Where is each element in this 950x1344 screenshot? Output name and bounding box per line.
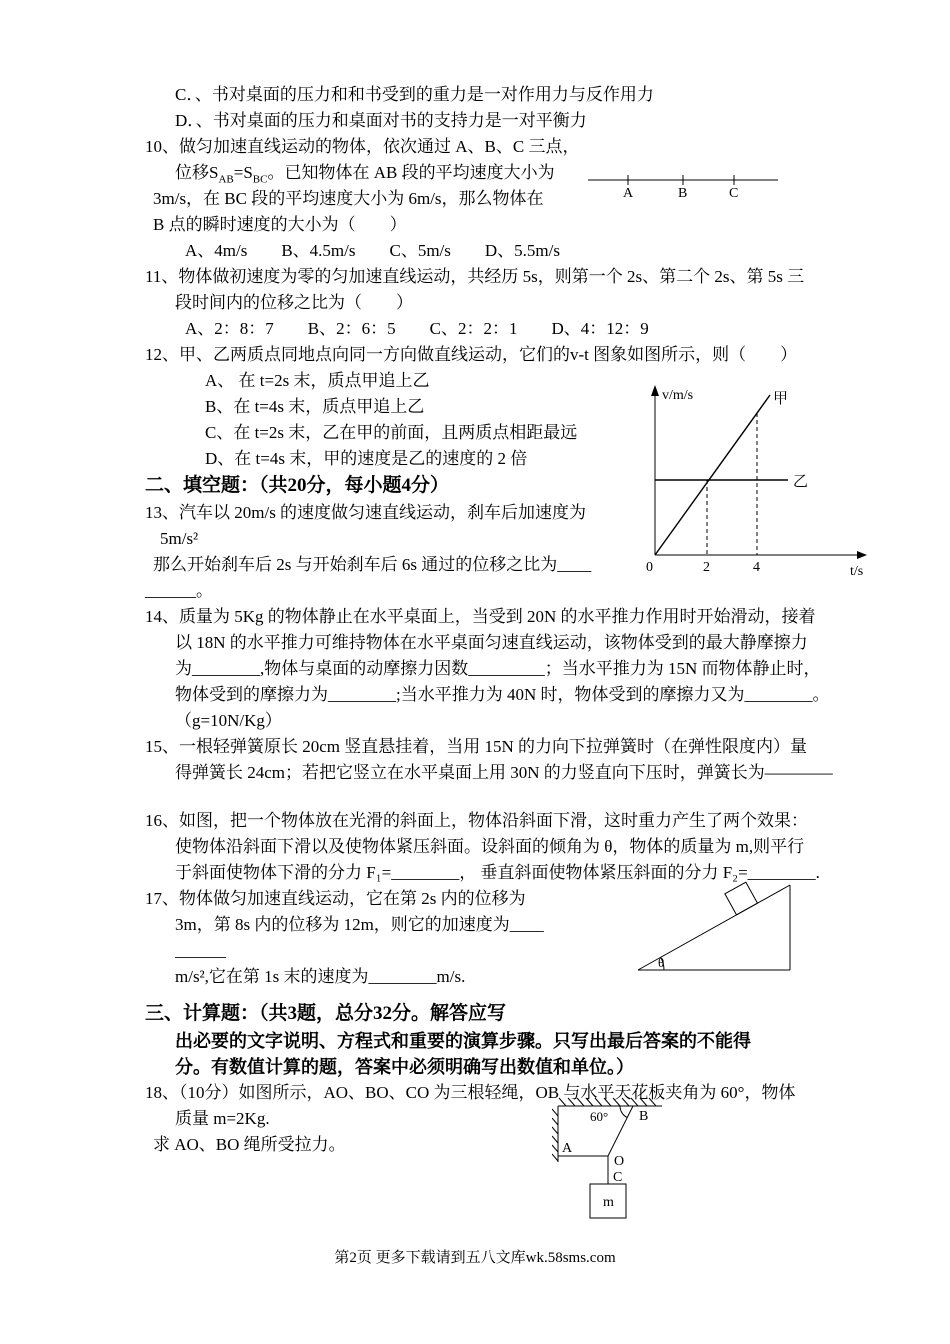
section3-line3: 分。有数值计算的题，答案中必须明确写出数值和单位。） [175,1057,634,1077]
q10-line3: 3m/s，在 BC 段的平均速度大小为 6m/s，那么物体在 [153,189,544,208]
exam-content [0,82,950,1158]
q11-line2: 段时间内的位移之比为（ ） [175,293,413,312]
q9-option-d: D．、书对桌面的压力和桌面对书的支持力是一对平衡力 [175,111,587,130]
point-a-label: A [623,186,634,199]
graph-line-jia-label: 甲 [773,391,789,407]
q10-options: A、4m/s B、4.5m/s C、5m/s D、5.5m/s [185,241,560,260]
point-a-label: A [562,1141,573,1156]
point-c-label: C [729,186,739,199]
spacer [0,786,950,808]
q15-line2: 得弹簧长 24cm；若把它竖立在水平桌面上用 30N 的力竖直向下压时，弹簧长为———— [175,763,833,782]
q12-line1: 12、甲、乙两质点同地点向同一方向做直线运动，它们的v-t 图象如图所示，则（ ） [145,345,798,364]
q11-line1: 11、物体做初速度为零的匀加速直线运动，共经历 5s，则第一个 2s、第二个 2s、第 5s 三 [145,267,805,286]
section3-line2: 出必要的文字说明、方程式和重要的演算步骤。只写出最后答案的不能得 [175,1031,751,1051]
q13-line4: ______。 [145,581,213,600]
q12-option-d: D、在 t=4s 末，甲的速度是乙的速度的 2 倍 [205,449,528,468]
q11-options: A、2：8：7 B、2：6：5 C、2：2：1 D、4：12：9 [185,319,649,338]
point-c-label: C [613,1170,623,1185]
point-b-label: B [678,186,688,199]
block-on-incline [725,882,758,915]
subscript-ab: AB [218,173,234,186]
q18-line1: 18、（10分）如图所示，AO、BO、CO 为三根轻绳，OB 与水平天花板夹角为 60°，物体 [145,1083,796,1102]
q14-line2: 以 18N 的水平推力可维持物体在水平桌面匀速直线运动，该物体受到的最大静摩擦力 [175,633,808,652]
q13-line2: 5m/s² [160,529,199,548]
q9-option-c: C．、书对桌面的压力和和书受到的重力是一对作用力与反作用力 [175,85,654,104]
q17-incline-diagram [628,876,798,981]
q12-option-a: A、 在 t=2s 末，质点甲追上乙 [205,371,430,390]
q12-vt-graph [645,383,880,583]
q12-option-c: C、在 t=2s 末，乙在甲的前面，且两质点相距最远 [205,423,578,442]
q10-points-line-diagram [583,163,783,199]
graph-origin-label: 0 [646,560,653,575]
q14-line5: （g=10N/Kg） [175,711,282,730]
q16-line3: 于斜面使物体下滑的分力 F₁=________， 垂直斜面使物体紧压斜面的分力 F₂=________. [175,863,820,882]
q10-line2 [175,160,950,186]
spacer [0,990,950,1000]
q15-line1: 15、一根轻弹簧原长 20cm 竖直悬挂着，当用 15N 的力向下拉弹簧时（在弹性限度内）量 [145,737,808,756]
q17-line4: m/s²,它在第 1s 末的速度为________m/s. [175,967,466,986]
q18-ropes-diagram [552,1090,677,1240]
q17-line2: 3m，第 8s 内的位移为 12m，则它的加速度为____ [175,915,544,934]
q16-line1: 16、如图，把一个物体放在光滑的斜面上，物体沿斜面下滑，这时重力产生了两个效果： [145,811,808,830]
q13-line3: 那么开始刹车后 2s 与开始刹车后 6s 通过的位移之比为____ [153,555,592,574]
q12-option-b: B、在 t=4s 末，质点甲追上乙 [205,397,425,416]
q13-line1: 13、汽车以 20m/s 的速度做匀速直线运动，刹车后加速度为 [145,503,587,522]
point-o-label: O [614,1154,625,1169]
q10-line1: 10、做匀加速直线运动的物体，依次通过 A、B、C 三点， [145,137,580,156]
mass-label: m [603,1195,614,1210]
text-fragment: 。已知物体在 AB 段的平均速度大小为 [267,163,555,182]
graph-y-axis-label: v/m/s [662,388,694,403]
q14-line1: 14、质量为 5Kg 的物体静止在水平桌面上，当受到 20N 的水平推力作用时开始滑动，接着 [145,607,816,626]
graph-tick-4: 4 [753,560,760,575]
theta-label: θ [658,955,665,970]
graph-line-yi-label: 乙 [793,474,809,490]
graph-x-axis-label: t/s [850,564,864,579]
section2-heading: 二、填空题：（共20分，每小题4分） [145,475,450,496]
text-fragment: 位移S [175,163,219,182]
q16-line2: 使物体沿斜面下滑以及使物体紧压斜面。设斜面的倾角为 θ，物体的质量为 m,则平行 [175,837,805,856]
q18-line2: 质量 m=2Kg. [175,1109,270,1128]
point-b-label: B [639,1109,649,1124]
graph-tick-2: 2 [703,560,710,575]
angle-60-label: 60° [590,1109,609,1124]
q14-line4: 物体受到的摩擦力为________;当水平推力为 40N 时，物体受到的摩擦力又为________。 [175,685,830,704]
q14-line3: 为________,物体与桌面的动摩擦力因数_________；当水平推力为 15N 而物体静止时， [175,659,821,678]
q17-line3: ______ [175,941,226,960]
section3-line1: 三、计算题：（共3题，总分32分。解答应写 [145,1003,507,1024]
page-footer: 第2页 更多下载请到五八文库wk.58sms.com [334,1250,616,1266]
q10-line4: B 点的瞬时速度的大小为（ ） [153,215,407,234]
text-fragment: =S [233,163,253,182]
q18-line3: 求 AO、BO 绳所受拉力。 [153,1135,346,1154]
q17-line1: 17、物体做匀加速直线运动，它在第 2s 内的位移为 [145,889,526,908]
subscript-bc: BC [252,173,268,186]
